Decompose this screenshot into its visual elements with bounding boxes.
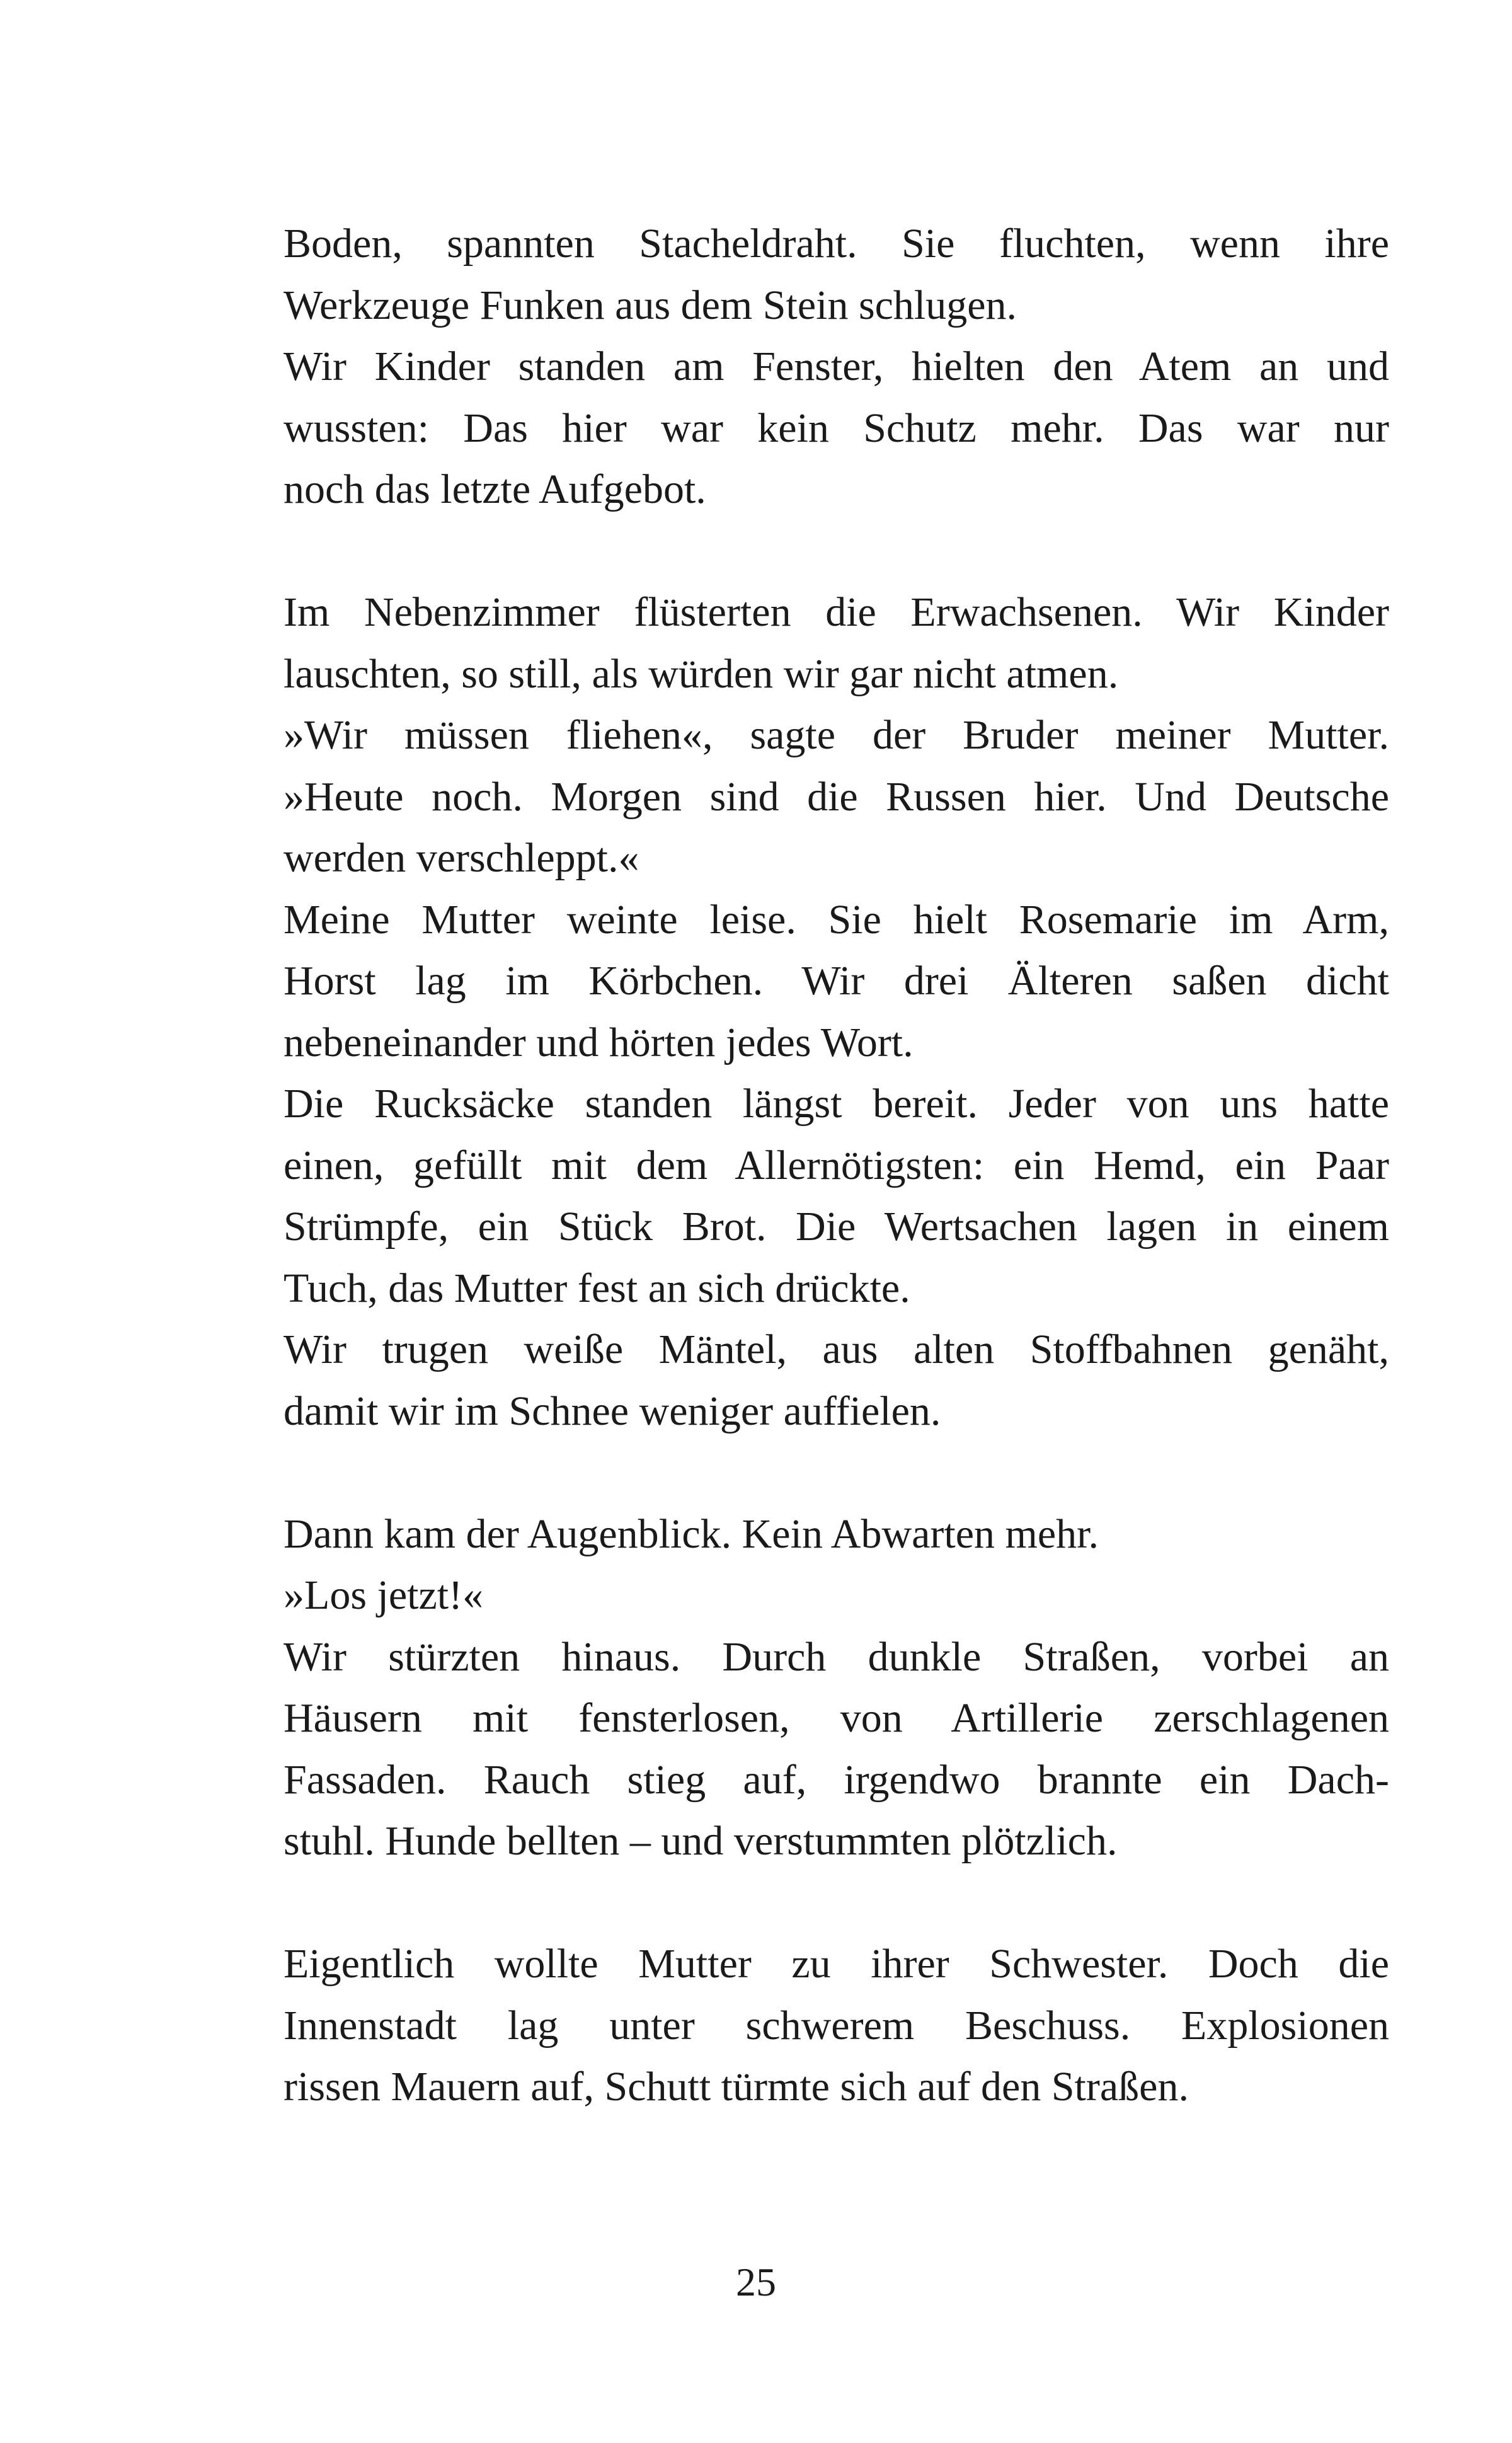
text-line: einen, gefüllt mit dem Allernötigsten: ein Hemd, ein Paar <box>284 1142 1389 1188</box>
blank-line <box>284 1872 1389 1934</box>
text-line: lauschten, so still, als würden wir gar nicht atmen. <box>284 650 1119 697</box>
text-line: Dann kam der Augenblick. Kein Abwarten mehr. <box>284 1510 1099 1557</box>
text-line: »Wir müssen fliehen«, sagte der Bruder meiner Mutter. <box>284 712 1389 758</box>
text-line: noch das letzte Aufgebot. <box>284 466 706 512</box>
text-line: Meine Mutter weinte leise. Sie hielt Rosemarie im Arm, <box>284 896 1389 943</box>
text-line: Fassaden. Rauch stieg auf, irgendwo brannte ein Dach- <box>284 1756 1389 1803</box>
body-text <box>284 213 1389 2118</box>
text-line: werden verschleppt.« <box>284 835 639 881</box>
text-line: Im Nebenzimmer flüsterten die Erwachsenen. Wir Kinder <box>284 589 1389 635</box>
text-line: Strümpfe, ein Stück Brot. Die Wertsachen lagen in einem <box>284 1204 1389 1250</box>
text-line: Eigentlich wollte Mutter zu ihrer Schwester. Doch die <box>284 1941 1389 1987</box>
text-line: Tuch, das Mutter fest an sich drückte. <box>284 1265 910 1311</box>
text-line: Wir trugen weiße Mäntel, aus alten Stoffbahnen genäht, <box>284 1326 1389 1372</box>
text-line: Häusern mit fensterlosen, von Artillerie zerschlagenen <box>284 1695 1389 1741</box>
text-line: stuhl. Hunde bellten – und verstummten plötzlich. <box>284 1818 1118 1864</box>
text-line: »Los jetzt!« <box>284 1572 484 1618</box>
text-line: wussten: Das hier war kein Schutz mehr. Das war nur <box>284 405 1389 451</box>
page-number: 25 <box>736 2260 776 2304</box>
text-line: damit wir im Schnee weniger auffielen. <box>284 1388 941 1434</box>
blank-line <box>284 520 1389 582</box>
blank-line <box>284 1442 1389 1503</box>
text-line: Die Rucksäcke standen längst bereit. Jeder von uns hatte <box>284 1081 1389 1127</box>
text-line: Werkzeuge Funken aus dem Stein schlugen. <box>284 282 1017 328</box>
text-line: »Heute noch. Morgen sind die Russen hier. Und Deutsche <box>284 773 1389 820</box>
text-line: Horst lag im Körbchen. Wir drei Älteren saßen dicht <box>284 958 1389 1004</box>
text-line: Wir Kinder standen am Fenster, hielten den Atem an und <box>284 343 1389 389</box>
text-line: rissen Mauern auf, Schutt türmte sich auf den Straßen. <box>284 2064 1189 2110</box>
text-line: nebeneinander und hörten jedes Wort. <box>284 1019 914 1066</box>
text-line: Boden, spannten Stacheldraht. Sie fluchten, wenn ihre <box>284 221 1389 267</box>
text-line: Wir stürzten hinaus. Durch dunkle Straßen, vorbei an <box>284 1633 1389 1680</box>
text-line: Innenstadt lag unter schwerem Beschuss. Explosionen <box>284 2002 1389 2049</box>
